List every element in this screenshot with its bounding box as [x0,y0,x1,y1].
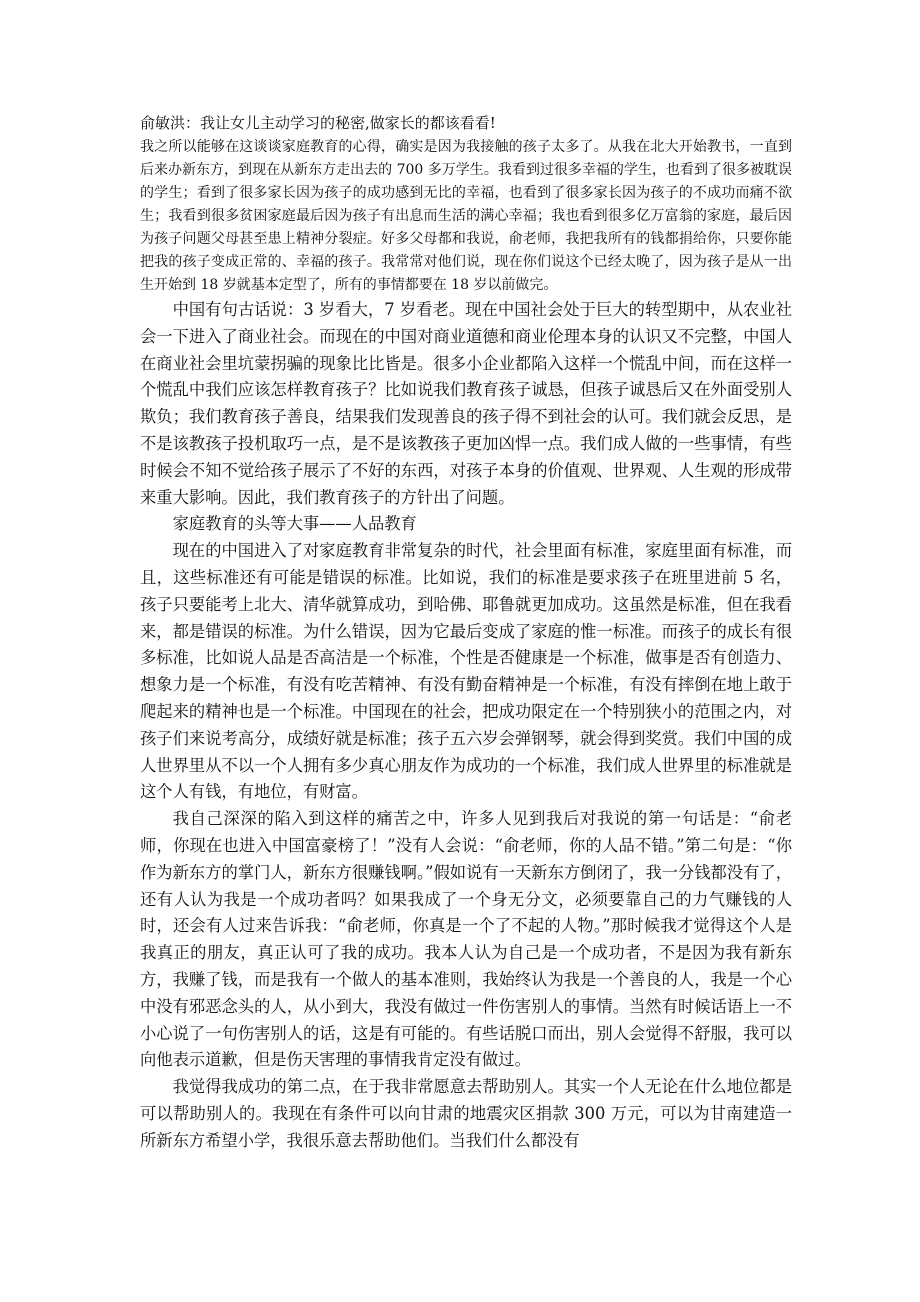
intro-paragraph: 我之所以能够在这谈谈家庭教育的心得，确实是因为我接触的孩子太多了。从我在北大开始教书，一直到后来办新东方，到现在从新东方走出去的 700 多万学生。我看到过很多幸福的学生，也看到了很多被耽误的学生；看到了很多家长因为孩子的成功感到无比的幸福，也看到了很多家长因为孩子的不成功而痛不欲生；我看到很多贫困家庭最后因为孩子有出息而生活的满心幸福；我也看到很多亿万富翁的家庭，最后因为孩子问题父母甚至患上精神分裂症。好多父母都和我说，俞老师，我把我所有的钱都捐给你，只要你能把我的孩子变成正常的、幸福的孩子。我常常对他们说，现在你们说这个已经太晚了，因为孩子是从一出生开始到 18 岁就基本定型了，所有的事情都要在 18 岁以前做完。 [140,139,792,293]
body-paragraph-1: 中国有句古话说：3 岁看大，7 岁看老。现在中国社会处于巨大的转型期中，从农业社会一下进入了商业社会。而现在的中国对商业道德和商业伦理本身的认识又不完整，中国人在商业社会里坑蒙拐骗的现象比比皆是。很多小企业都陷入这样一个慌乱中间，而在这样一个慌乱中我们应该怎样教育孩子？比如说我们教育孩子诚恳，但孩子诚恳后又在外面受别人欺负；我们教育孩子善良，结果我们发现善良的孩子得不到社会的认可。我们就会反思，是不是该教孩子投机取巧一点，是不是该教孩子更加凶悍一点。我们成人做的一些事情，有些时候会不知不觉给孩子展示了不好的东西，对孩子本身的价值观、世界观、人生观的形成带来重大影响。因此，我们教育孩子的方针出了问题。 [140,300,792,507]
body-paragraph-2: 现在的中国进入了对家庭教育非常复杂的时代，社会里面有标准，家庭里面有标准，而且，这些标准还有可能是错误的标准。比如说，我们的标准是要求孩子在班里进前 5 名，孩子只要能考上北大、清华就算成功，到哈佛、耶鲁就更加成功。这虽然是标准，但在我看来，都是错误的标准。为什么错误，因为它最后变成了家庭的惟一标准。而孩子的成长有很多标准，比如说人品是否高洁是一个标准，个性是否健康是一个标准，做事是否有创造力、想象力是一个标准，有没有吃苦精神、有没有勤奋精神是一个标准，有没有摔倒在地上敢于爬起来的精神也是一个标准。中国现在的社会，把成功限定在一个特别狭小的范围之内，对孩子们来说考高分，成绩好就是标准；孩子五六岁会弹钢琴，就会得到奖赏。我们中国的成人世界里从不以一个人拥有多少真心朋友作为成功的一个标准，我们成人世界里的标准就是这个人有钱，有地位，有财富。 [140,541,792,802]
body-paragraph-3: 我自己深深的陷入到这样的痛苦之中，许多人见到我后对我说的第一句话是：“俞老师，你现在也进入中国富豪榜了！”没有人会说：“俞老师，你的人品不错。”第二句是：“你作为新东方的掌门人，新东方很赚钱啊。”假如说有一天新东方倒闭了，我一分钱都没有了，还有人认为我是一个成功者吗？如果我成了一个身无分文，必须要靠自己的力气赚钱的人时，还会有人过来告诉我：“俞老师，你真是一个了不起的人物。”那时候我才觉得这个人是我真正的朋友，真正认可了我的成功。我本人认为自己是一个成功者，不是因为我有新东方，我赚了钱，而是我有一个做人的基本准则，我始终认为我是一个善良的人，我是一个心中没有邪恶念头的人，从小到大，我没有做过一件伤害别人的事情。当然有时候话语上一不小心说了一句伤害别人的话，这是有可能的。有些话脱口而出，别人会觉得不舒服，我可以向他表示道歉，但是伤天害理的事情我肯定没有做过。 [140,809,792,1070]
body-paragraph-4: 我觉得我成功的第二点，在于我非常愿意去帮助别人。其实一个人无论在什么地位都是可以帮助别人的。我现在有条件可以向甘肃的地震灾区捐款 300 万元，可以为甘南建造一所新东方希望小学，我很乐意去帮助他们。当我们什么都没有 [140,1077,792,1150]
section-heading: 家庭教育的头等大事——人品教育 [172,514,417,534]
document-page [140,112,792,1155]
article-title: 俞敏洪：我让女儿主动学习的秘密,做家长的都该看看! [140,114,496,132]
